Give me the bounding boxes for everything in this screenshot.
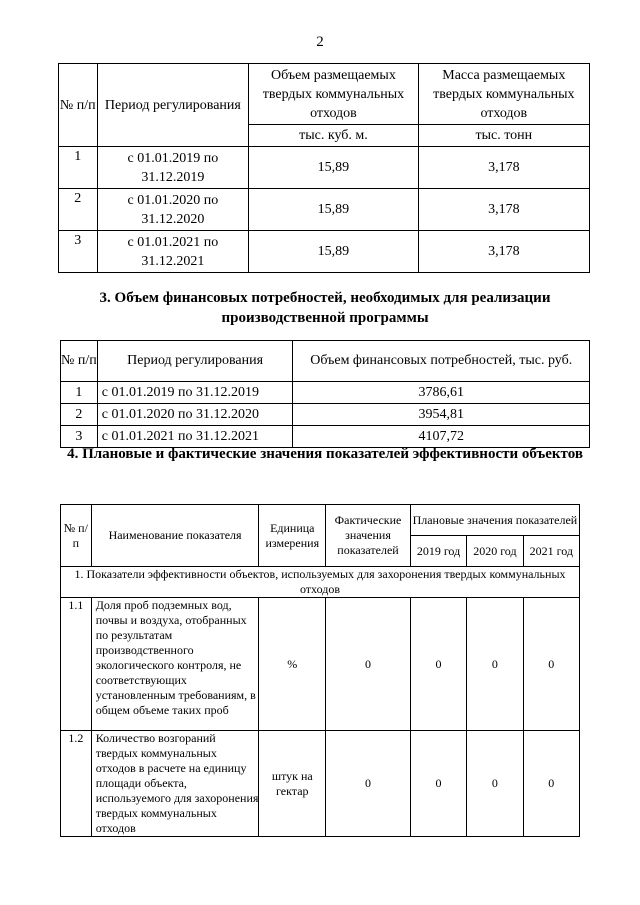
row-period: с 01.01.2019 по 31.12.2019 bbox=[97, 147, 249, 189]
row-mass: 3,178 bbox=[418, 147, 589, 189]
row-num: 1 bbox=[61, 382, 98, 404]
header-num: № п/п bbox=[61, 341, 98, 382]
row-actual: 0 bbox=[326, 598, 411, 731]
header-year-2021: 2021 год bbox=[523, 536, 579, 567]
row-amount: 4107,72 bbox=[293, 426, 590, 448]
row-unit: штук на гектар bbox=[259, 731, 326, 837]
row-mass: 3,178 bbox=[418, 189, 589, 231]
row-volume: 15,89 bbox=[249, 147, 418, 189]
row-amount: 3954,81 bbox=[293, 404, 590, 426]
row-name: Доля проб подземных вод, почвы и воздуха, отобранных по результатам производственного экологического контроля, не соответствующих установленным требованиям, в общем объеме таких проб bbox=[91, 598, 259, 731]
header-mass: Масса размещаемых твердых коммунальных отходов bbox=[418, 64, 589, 125]
group-title: 1. Показатели эффективности объектов, используемых для захоронения твердых коммунальных отходов bbox=[61, 567, 580, 598]
page-number: 2 bbox=[316, 34, 324, 50]
section4-title: 4. Плановые и фактические значения показателей эффективности объектов bbox=[67, 446, 583, 462]
header-name: Наименование показателя bbox=[91, 505, 259, 567]
row-num: 3 bbox=[59, 231, 98, 273]
header-num: № п/п bbox=[61, 505, 92, 567]
row-num: 2 bbox=[61, 404, 98, 426]
header-year-2020: 2020 год bbox=[467, 536, 523, 567]
header-period: Период регулирования bbox=[97, 64, 249, 147]
header-period: Период регулирования bbox=[97, 341, 293, 382]
table-row bbox=[59, 231, 590, 273]
row-volume: 15,89 bbox=[249, 189, 418, 231]
header-volume: Объем размещаемых твердых коммунальных отходов bbox=[249, 64, 418, 125]
row-2020: 0 bbox=[467, 731, 523, 837]
row-amount: 3786,61 bbox=[293, 382, 590, 404]
row-num: 1 bbox=[59, 147, 98, 189]
row-actual: 0 bbox=[326, 731, 411, 837]
table-row bbox=[61, 404, 590, 426]
row-period: с 01.01.2020 по 31.12.2020 bbox=[97, 189, 249, 231]
row-2019: 0 bbox=[410, 731, 466, 837]
row-num: 1.2 bbox=[61, 731, 92, 837]
row-2021: 0 bbox=[523, 598, 579, 731]
header-mass-unit: тыс. тонн bbox=[418, 125, 589, 147]
row-2020: 0 bbox=[467, 598, 523, 731]
row-unit: % bbox=[259, 598, 326, 731]
row-period: с 01.01.2021 по 31.12.2021 bbox=[97, 426, 293, 448]
row-period: с 01.01.2020 по 31.12.2020 bbox=[97, 404, 293, 426]
header-amount: Объем финансовых потребностей, тыс. руб. bbox=[293, 341, 590, 382]
row-num: 3 bbox=[61, 426, 98, 448]
header-volume-unit: тыс. куб. м. bbox=[249, 125, 418, 147]
table-row bbox=[59, 147, 590, 189]
table-row bbox=[61, 598, 580, 731]
waste-volume-table bbox=[58, 63, 590, 273]
row-name: Количество возгораний твердых коммунальных отходов в расчете на единицу площади объекта, используемого для захоронения твердых коммунальных отходов bbox=[91, 731, 259, 837]
row-num: 2 bbox=[59, 189, 98, 231]
header-unit: Единица измерения bbox=[259, 505, 326, 567]
row-period: с 01.01.2019 по 31.12.2019 bbox=[97, 382, 293, 404]
table-row bbox=[59, 189, 590, 231]
header-year-2019: 2019 год bbox=[410, 536, 466, 567]
table-row bbox=[61, 382, 590, 404]
efficiency-indicators-table bbox=[60, 504, 580, 837]
header-planned: Плановые значения показателей bbox=[410, 505, 579, 536]
row-num: 1.1 bbox=[61, 598, 92, 731]
financial-needs-table bbox=[60, 340, 590, 448]
header-actual: Фактические значения показателей bbox=[326, 505, 411, 567]
section3-title: 3. Объем финансовых потребностей, необходимых для реализации производственной программы bbox=[99, 290, 551, 326]
table-row bbox=[61, 731, 580, 837]
row-2021: 0 bbox=[523, 731, 579, 837]
row-volume: 15,89 bbox=[249, 231, 418, 273]
row-mass: 3,178 bbox=[418, 231, 589, 273]
header-num: № п/п bbox=[59, 64, 98, 147]
row-2019: 0 bbox=[410, 598, 466, 731]
row-period: с 01.01.2021 по 31.12.2021 bbox=[97, 231, 249, 273]
